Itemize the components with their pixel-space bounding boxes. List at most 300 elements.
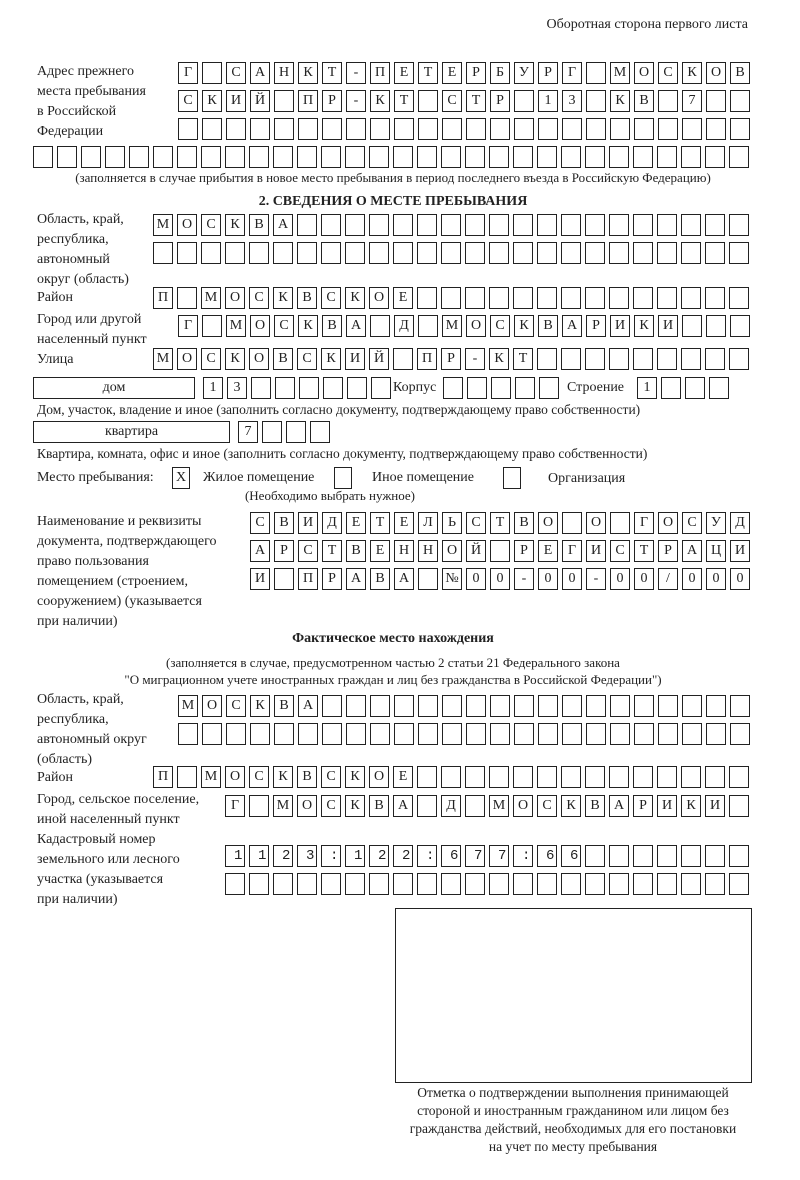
char-cell[interactable]: [202, 723, 222, 745]
char-cell[interactable]: [610, 723, 630, 745]
char-cell[interactable]: [681, 146, 701, 168]
char-cell[interactable]: С: [226, 695, 246, 717]
char-cell[interactable]: [705, 845, 725, 867]
char-cell[interactable]: [286, 421, 306, 443]
char-cell[interactable]: О: [177, 214, 197, 236]
char-cell[interactable]: Т: [322, 62, 342, 84]
char-cell[interactable]: [561, 146, 581, 168]
char-cell[interactable]: [537, 766, 557, 788]
char-cell[interactable]: [706, 723, 726, 745]
char-cell[interactable]: [369, 242, 389, 264]
char-cell[interactable]: [729, 766, 749, 788]
char-cell[interactable]: К: [610, 90, 630, 112]
char-cell[interactable]: [129, 146, 149, 168]
char-cell[interactable]: [682, 118, 702, 140]
char-cell[interactable]: 0: [562, 568, 582, 590]
char-cell[interactable]: [514, 90, 534, 112]
char-cell[interactable]: М: [442, 315, 462, 337]
char-cell[interactable]: Р: [490, 90, 510, 112]
char-cell[interactable]: П: [153, 287, 173, 309]
char-cell[interactable]: [609, 146, 629, 168]
char-cell[interactable]: [633, 845, 653, 867]
char-cell[interactable]: -: [346, 90, 366, 112]
char-cell[interactable]: Р: [586, 315, 606, 337]
char-cell[interactable]: [417, 146, 437, 168]
char-cell[interactable]: [537, 287, 557, 309]
char-cell[interactable]: -: [465, 348, 485, 370]
char-cell[interactable]: [730, 723, 750, 745]
char-cell[interactable]: [250, 723, 270, 745]
char-cell[interactable]: [513, 146, 533, 168]
char-cell[interactable]: Р: [274, 540, 294, 562]
char-cell[interactable]: О: [369, 287, 389, 309]
char-cell[interactable]: М: [610, 62, 630, 84]
char-cell[interactable]: [346, 723, 366, 745]
char-cell[interactable]: С: [249, 766, 269, 788]
char-cell[interactable]: С: [201, 348, 221, 370]
char-cell[interactable]: С: [298, 540, 318, 562]
char-cell[interactable]: [633, 287, 653, 309]
char-cell[interactable]: [585, 287, 605, 309]
char-cell[interactable]: Р: [441, 348, 461, 370]
char-cell[interactable]: С: [610, 540, 630, 562]
char-cell[interactable]: О: [202, 695, 222, 717]
char-cell[interactable]: [441, 146, 461, 168]
char-cell[interactable]: [177, 242, 197, 264]
char-cell[interactable]: [323, 377, 343, 399]
char-cell[interactable]: [467, 377, 487, 399]
char-cell[interactable]: [634, 118, 654, 140]
char-cell[interactable]: [417, 287, 437, 309]
char-cell[interactable]: [729, 795, 749, 817]
char-cell[interactable]: [706, 90, 726, 112]
char-cell[interactable]: [394, 695, 414, 717]
char-cell[interactable]: [297, 214, 317, 236]
house-type-field[interactable]: дом: [33, 377, 195, 399]
char-cell[interactable]: [153, 146, 173, 168]
char-cell[interactable]: [418, 723, 438, 745]
char-cell[interactable]: К: [345, 795, 365, 817]
char-cell[interactable]: [274, 723, 294, 745]
char-cell[interactable]: В: [274, 695, 294, 717]
char-cell[interactable]: [538, 723, 558, 745]
char-cell[interactable]: Т: [490, 512, 510, 534]
char-cell[interactable]: Е: [393, 287, 413, 309]
char-cell[interactable]: Т: [370, 512, 390, 534]
char-cell[interactable]: [275, 377, 295, 399]
char-cell[interactable]: [274, 568, 294, 590]
char-cell[interactable]: К: [250, 695, 270, 717]
char-cell[interactable]: [249, 873, 269, 895]
char-cell[interactable]: [489, 873, 509, 895]
char-cell[interactable]: Г: [225, 795, 245, 817]
char-cell[interactable]: О: [225, 287, 245, 309]
char-cell[interactable]: Е: [346, 512, 366, 534]
char-cell[interactable]: [729, 845, 749, 867]
char-cell[interactable]: Т: [418, 62, 438, 84]
char-cell[interactable]: [225, 242, 245, 264]
char-cell[interactable]: [370, 723, 390, 745]
char-cell[interactable]: [514, 723, 534, 745]
char-cell[interactable]: [562, 723, 582, 745]
char-cell[interactable]: М: [178, 695, 198, 717]
char-cell[interactable]: И: [250, 568, 270, 590]
char-cell[interactable]: С: [178, 90, 198, 112]
char-cell[interactable]: [489, 287, 509, 309]
char-cell[interactable]: [441, 242, 461, 264]
char-cell[interactable]: [562, 118, 582, 140]
char-cell[interactable]: К: [298, 315, 318, 337]
char-cell[interactable]: [298, 118, 318, 140]
char-cell[interactable]: [682, 723, 702, 745]
char-cell[interactable]: [633, 766, 653, 788]
char-cell[interactable]: [441, 214, 461, 236]
char-cell[interactable]: С: [442, 90, 462, 112]
char-cell[interactable]: Т: [322, 540, 342, 562]
char-cell[interactable]: [321, 242, 341, 264]
char-cell[interactable]: Ь: [442, 512, 462, 534]
char-cell[interactable]: [634, 695, 654, 717]
char-cell[interactable]: [394, 723, 414, 745]
char-cell[interactable]: И: [657, 795, 677, 817]
char-cell[interactable]: О: [249, 348, 269, 370]
char-cell[interactable]: Г: [562, 540, 582, 562]
char-cell[interactable]: [513, 214, 533, 236]
char-cell[interactable]: [321, 214, 341, 236]
char-cell[interactable]: [490, 723, 510, 745]
char-cell[interactable]: [418, 118, 438, 140]
char-cell[interactable]: [682, 695, 702, 717]
char-cell[interactable]: [274, 118, 294, 140]
char-cell[interactable]: М: [201, 766, 221, 788]
char-cell[interactable]: 0: [730, 568, 750, 590]
char-cell[interactable]: В: [370, 568, 390, 590]
char-cell[interactable]: [105, 146, 125, 168]
char-cell[interactable]: [585, 242, 605, 264]
char-cell[interactable]: С: [274, 315, 294, 337]
char-cell[interactable]: [514, 695, 534, 717]
char-cell[interactable]: №: [442, 568, 462, 590]
char-cell[interactable]: К: [681, 795, 701, 817]
char-cell[interactable]: [345, 146, 365, 168]
char-cell[interactable]: [729, 873, 749, 895]
char-cell[interactable]: С: [321, 766, 341, 788]
char-cell[interactable]: [561, 766, 581, 788]
char-cell[interactable]: [417, 242, 437, 264]
char-cell[interactable]: [513, 766, 533, 788]
char-cell[interactable]: С: [201, 214, 221, 236]
char-cell[interactable]: [393, 873, 413, 895]
char-cell[interactable]: [417, 873, 437, 895]
char-cell[interactable]: Е: [393, 766, 413, 788]
char-cell[interactable]: О: [369, 766, 389, 788]
char-cell[interactable]: [226, 723, 246, 745]
char-cell[interactable]: [705, 146, 725, 168]
char-cell[interactable]: [661, 377, 681, 399]
char-cell[interactable]: [658, 695, 678, 717]
char-cell[interactable]: [685, 377, 705, 399]
char-cell[interactable]: 1: [538, 90, 558, 112]
char-cell[interactable]: [537, 214, 557, 236]
char-cell[interactable]: [465, 214, 485, 236]
char-cell[interactable]: [513, 242, 533, 264]
char-cell[interactable]: П: [370, 62, 390, 84]
char-cell[interactable]: [609, 766, 629, 788]
char-cell[interactable]: [273, 242, 293, 264]
char-cell[interactable]: В: [297, 766, 317, 788]
char-cell[interactable]: О: [538, 512, 558, 534]
char-cell[interactable]: С: [297, 348, 317, 370]
char-cell[interactable]: Н: [394, 540, 414, 562]
char-cell[interactable]: К: [514, 315, 534, 337]
char-cell[interactable]: К: [682, 62, 702, 84]
char-cell[interactable]: [729, 242, 749, 264]
char-cell[interactable]: Д: [394, 315, 414, 337]
char-cell[interactable]: Н: [418, 540, 438, 562]
char-cell[interactable]: [177, 146, 197, 168]
char-cell[interactable]: И: [586, 540, 606, 562]
char-cell[interactable]: Р: [514, 540, 534, 562]
char-cell[interactable]: В: [297, 287, 317, 309]
char-cell[interactable]: [371, 377, 391, 399]
char-cell[interactable]: [561, 348, 581, 370]
char-cell[interactable]: 7: [238, 421, 258, 443]
char-cell[interactable]: [465, 242, 485, 264]
char-cell[interactable]: 0: [610, 568, 630, 590]
char-cell[interactable]: [681, 766, 701, 788]
char-cell[interactable]: Е: [394, 62, 414, 84]
char-cell[interactable]: [370, 118, 390, 140]
char-cell[interactable]: [370, 695, 390, 717]
char-cell[interactable]: [417, 214, 437, 236]
char-cell[interactable]: [441, 766, 461, 788]
char-cell[interactable]: 0: [490, 568, 510, 590]
char-cell[interactable]: [177, 766, 197, 788]
char-cell[interactable]: А: [682, 540, 702, 562]
char-cell[interactable]: [465, 795, 485, 817]
char-cell[interactable]: [57, 146, 77, 168]
char-cell[interactable]: 0: [634, 568, 654, 590]
char-cell[interactable]: М: [226, 315, 246, 337]
char-cell[interactable]: [705, 873, 725, 895]
char-cell[interactable]: [585, 214, 605, 236]
char-cell[interactable]: В: [273, 348, 293, 370]
char-cell[interactable]: [681, 214, 701, 236]
char-cell[interactable]: [489, 242, 509, 264]
char-cell[interactable]: В: [346, 540, 366, 562]
char-cell[interactable]: Т: [513, 348, 533, 370]
char-cell[interactable]: [345, 214, 365, 236]
char-cell[interactable]: О: [706, 62, 726, 84]
char-cell[interactable]: А: [250, 540, 270, 562]
char-cell[interactable]: И: [705, 795, 725, 817]
char-cell[interactable]: П: [298, 568, 318, 590]
char-cell[interactable]: [609, 845, 629, 867]
char-cell[interactable]: А: [393, 795, 413, 817]
char-cell[interactable]: Е: [394, 512, 414, 534]
char-cell[interactable]: [706, 315, 726, 337]
char-cell[interactable]: М: [153, 214, 173, 236]
char-cell[interactable]: [561, 242, 581, 264]
char-cell[interactable]: [418, 695, 438, 717]
char-cell[interactable]: [682, 315, 702, 337]
char-cell[interactable]: [466, 695, 486, 717]
char-cell[interactable]: О: [634, 62, 654, 84]
char-cell[interactable]: В: [634, 90, 654, 112]
char-cell[interactable]: [491, 377, 511, 399]
char-cell[interactable]: [250, 118, 270, 140]
char-cell[interactable]: [657, 766, 677, 788]
char-cell[interactable]: [442, 118, 462, 140]
char-cell[interactable]: [610, 695, 630, 717]
char-cell[interactable]: [729, 348, 749, 370]
char-cell[interactable]: У: [706, 512, 726, 534]
char-cell[interactable]: В: [249, 214, 269, 236]
char-cell[interactable]: [585, 348, 605, 370]
char-cell[interactable]: [310, 421, 330, 443]
char-cell[interactable]: 1: [203, 377, 223, 399]
char-cell[interactable]: [609, 214, 629, 236]
char-cell[interactable]: М: [273, 795, 293, 817]
char-cell[interactable]: Р: [658, 540, 678, 562]
char-cell[interactable]: В: [274, 512, 294, 534]
char-cell[interactable]: [346, 695, 366, 717]
char-cell[interactable]: [706, 695, 726, 717]
char-cell[interactable]: [369, 873, 389, 895]
char-cell[interactable]: [249, 146, 269, 168]
char-cell[interactable]: [345, 242, 365, 264]
char-cell[interactable]: [586, 723, 606, 745]
char-cell[interactable]: О: [177, 348, 197, 370]
char-cell[interactable]: [657, 146, 677, 168]
char-cell[interactable]: В: [585, 795, 605, 817]
char-cell[interactable]: [538, 695, 558, 717]
char-cell[interactable]: [490, 540, 510, 562]
char-cell[interactable]: [681, 348, 701, 370]
char-cell[interactable]: М: [201, 287, 221, 309]
char-cell[interactable]: Т: [394, 90, 414, 112]
char-cell[interactable]: П: [417, 348, 437, 370]
char-cell[interactable]: А: [609, 795, 629, 817]
char-cell[interactable]: -: [586, 568, 606, 590]
char-cell[interactable]: [273, 146, 293, 168]
char-cell[interactable]: К: [370, 90, 390, 112]
char-cell[interactable]: Г: [634, 512, 654, 534]
char-cell[interactable]: 1: [637, 377, 657, 399]
char-cell[interactable]: [33, 146, 53, 168]
char-cell[interactable]: К: [321, 348, 341, 370]
char-cell[interactable]: [442, 695, 462, 717]
char-cell[interactable]: [681, 845, 701, 867]
char-cell[interactable]: Н: [274, 62, 294, 84]
char-cell[interactable]: И: [610, 315, 630, 337]
char-cell[interactable]: [202, 118, 222, 140]
char-cell[interactable]: [709, 377, 729, 399]
char-cell[interactable]: [465, 146, 485, 168]
char-cell[interactable]: Г: [562, 62, 582, 84]
char-cell[interactable]: [297, 146, 317, 168]
char-cell[interactable]: [585, 766, 605, 788]
char-cell[interactable]: [633, 214, 653, 236]
char-cell[interactable]: [633, 242, 653, 264]
char-cell[interactable]: К: [273, 287, 293, 309]
char-cell[interactable]: [658, 723, 678, 745]
char-cell[interactable]: [465, 873, 485, 895]
char-cell[interactable]: К: [345, 766, 365, 788]
char-cell[interactable]: [586, 118, 606, 140]
char-cell[interactable]: [202, 315, 222, 337]
char-cell[interactable]: В: [538, 315, 558, 337]
char-cell[interactable]: И: [298, 512, 318, 534]
char-cell[interactable]: [561, 873, 581, 895]
char-cell[interactable]: Г: [178, 315, 198, 337]
char-cell[interactable]: [681, 873, 701, 895]
char-cell[interactable]: [299, 377, 319, 399]
char-cell[interactable]: [321, 873, 341, 895]
char-cell[interactable]: О: [513, 795, 533, 817]
char-cell[interactable]: [443, 377, 463, 399]
char-cell[interactable]: [251, 377, 271, 399]
char-cell[interactable]: [297, 242, 317, 264]
char-cell[interactable]: [658, 118, 678, 140]
char-cell[interactable]: [729, 214, 749, 236]
char-cell[interactable]: [418, 568, 438, 590]
char-cell[interactable]: [442, 723, 462, 745]
char-cell[interactable]: [513, 873, 533, 895]
char-cell[interactable]: [298, 723, 318, 745]
char-cell[interactable]: [466, 723, 486, 745]
char-cell[interactable]: Е: [442, 62, 462, 84]
char-cell[interactable]: [489, 766, 509, 788]
char-cell[interactable]: [393, 214, 413, 236]
char-cell[interactable]: В: [322, 315, 342, 337]
char-cell[interactable]: [657, 214, 677, 236]
char-cell[interactable]: [202, 62, 222, 84]
char-cell[interactable]: С: [682, 512, 702, 534]
char-cell[interactable]: [585, 146, 605, 168]
char-cell[interactable]: О: [466, 315, 486, 337]
char-cell[interactable]: [393, 146, 413, 168]
char-cell[interactable]: [322, 695, 342, 717]
char-cell[interactable]: [369, 146, 389, 168]
char-cell[interactable]: И: [730, 540, 750, 562]
char-cell[interactable]: 0: [538, 568, 558, 590]
char-cell[interactable]: С: [466, 512, 486, 534]
char-cell[interactable]: [490, 118, 510, 140]
char-cell[interactable]: И: [226, 90, 246, 112]
char-cell[interactable]: Р: [466, 62, 486, 84]
char-cell[interactable]: М: [489, 795, 509, 817]
char-cell[interactable]: [347, 377, 367, 399]
char-cell[interactable]: [321, 146, 341, 168]
char-cell[interactable]: [561, 214, 581, 236]
char-cell[interactable]: К: [298, 62, 318, 84]
char-cell[interactable]: [730, 315, 750, 337]
char-cell[interactable]: [705, 348, 725, 370]
char-cell[interactable]: С: [537, 795, 557, 817]
char-cell[interactable]: [537, 873, 557, 895]
char-cell[interactable]: Ц: [706, 540, 726, 562]
char-cell[interactable]: О: [250, 315, 270, 337]
char-cell[interactable]: [586, 695, 606, 717]
char-cell[interactable]: [515, 377, 535, 399]
char-cell[interactable]: [394, 118, 414, 140]
char-cell[interactable]: Д: [322, 512, 342, 534]
char-cell[interactable]: О: [658, 512, 678, 534]
char-cell[interactable]: [81, 146, 101, 168]
char-cell[interactable]: [705, 287, 725, 309]
char-cell[interactable]: [225, 873, 245, 895]
